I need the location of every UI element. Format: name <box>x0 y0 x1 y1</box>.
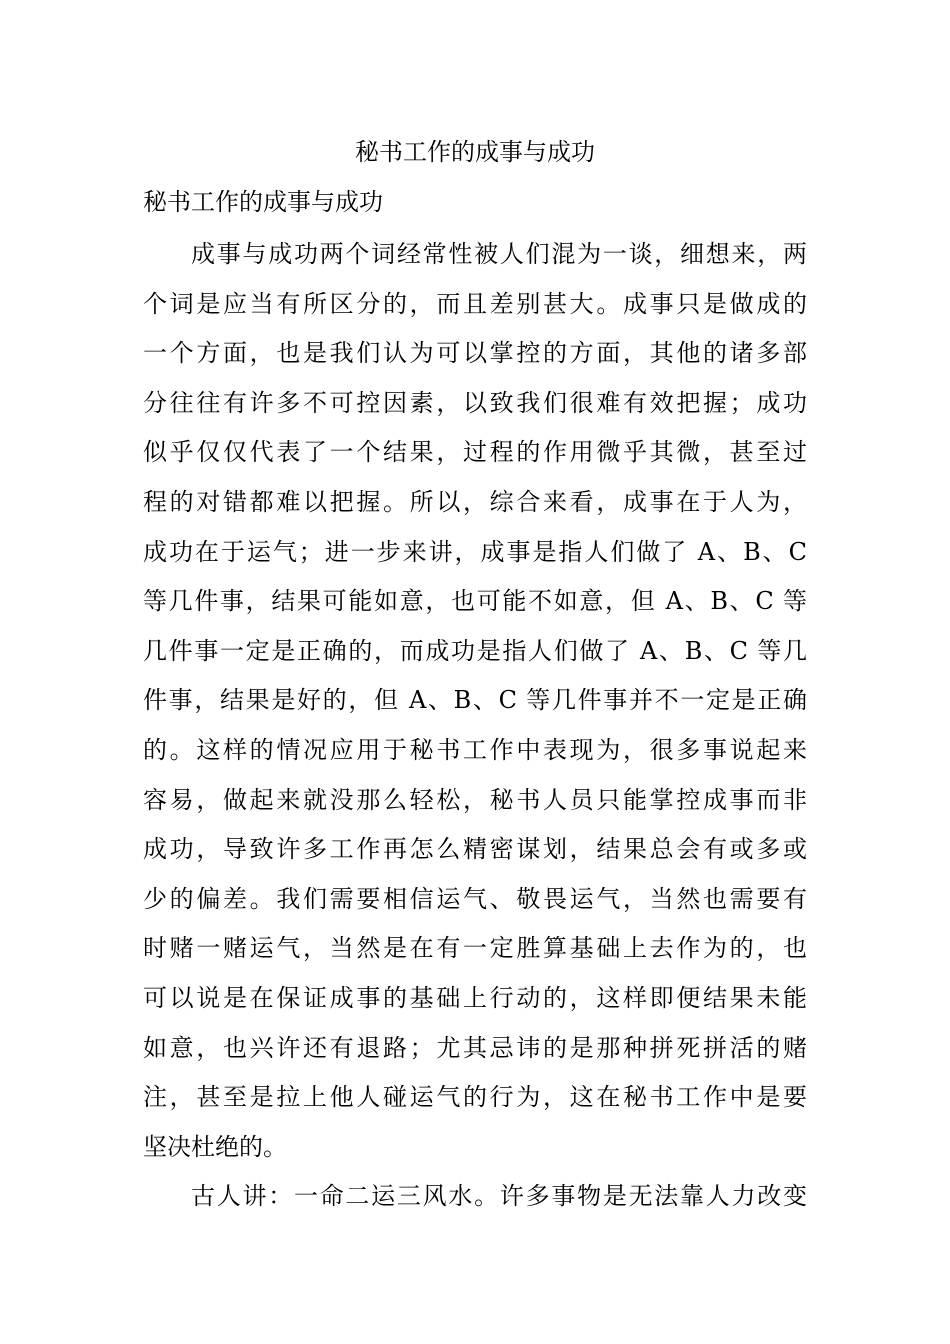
paragraph-1-line: 似乎仅仅代表了一个结果，过程的作用微乎其微，甚至过 <box>143 438 807 467</box>
paragraph-1-line: 注，甚至是拉上他人碰运气的行为，这在秘书工作中是要 <box>143 1083 807 1112</box>
paragraph-1-line: 一个方面，也是我们认为可以掌控的方面，其他的诸多部 <box>143 339 807 368</box>
paragraph-1-line: 的。这样的情况应用于秘书工作中表现为，很多事说起来 <box>143 735 807 764</box>
paragraph-1-line: 可以说是在保证成事的基础上行动的，这样即便结果未能 <box>143 983 807 1012</box>
paragraph-1-line: 分往往有许多不可控因素，以致我们很难有效把握；成功 <box>143 388 807 417</box>
paragraph-1-line: 成功，导致许多工作再怎么精密谋划，结果总会有或多或 <box>143 835 807 864</box>
document-body <box>143 236 807 1228</box>
paragraph-1-line: 几件事一定是正确的，而成功是指人们做了 A、B、C 等几 <box>143 636 807 665</box>
paragraph-1-line: 坚决杜绝的。 <box>143 1132 287 1161</box>
paragraph-1-line: 成功在于运气；进一步来讲，成事是指人们做了 A、B、C <box>143 537 807 566</box>
paragraph-1-line: 如意，也兴许还有退路；尤其忌讳的是那种拼死拼活的赌 <box>143 1033 807 1062</box>
paragraph-2-line: 古人讲：一命二运三风水。许多事物是无法靠人力改变 <box>191 1182 807 1211</box>
document-title: 秘书工作的成事与成功 <box>355 138 595 166</box>
paragraph-1-line: 容易，做起来就没那么轻松，秘书人员只能掌控成事而非 <box>143 785 807 814</box>
paragraph-1-line: 件事，结果是好的，但 A、B、C 等几件事并不一定是正确 <box>143 686 807 715</box>
paragraph-1-line: 成事与成功两个词经常性被人们混为一谈，细想来，两 <box>191 240 807 268</box>
document-subtitle: 秘书工作的成事与成功 <box>143 188 383 216</box>
paragraph-1-line: 少的偏差。我们需要相信运气、敬畏运气，当然也需要有 <box>143 884 807 913</box>
paragraph-1-line: 程的对错都难以把握。所以，综合来看，成事在于人为， <box>143 487 807 516</box>
paragraph-1-line: 等几件事，结果可能如意，也可能不如意，但 A、B、C 等 <box>143 587 807 616</box>
paragraph-1-line: 时赌一赌运气，当然是在有一定胜算基础上去作为的，也 <box>143 934 807 963</box>
paragraph-1-line: 个词是应当有所区分的，而且差别甚大。成事只是做成的 <box>143 289 807 318</box>
